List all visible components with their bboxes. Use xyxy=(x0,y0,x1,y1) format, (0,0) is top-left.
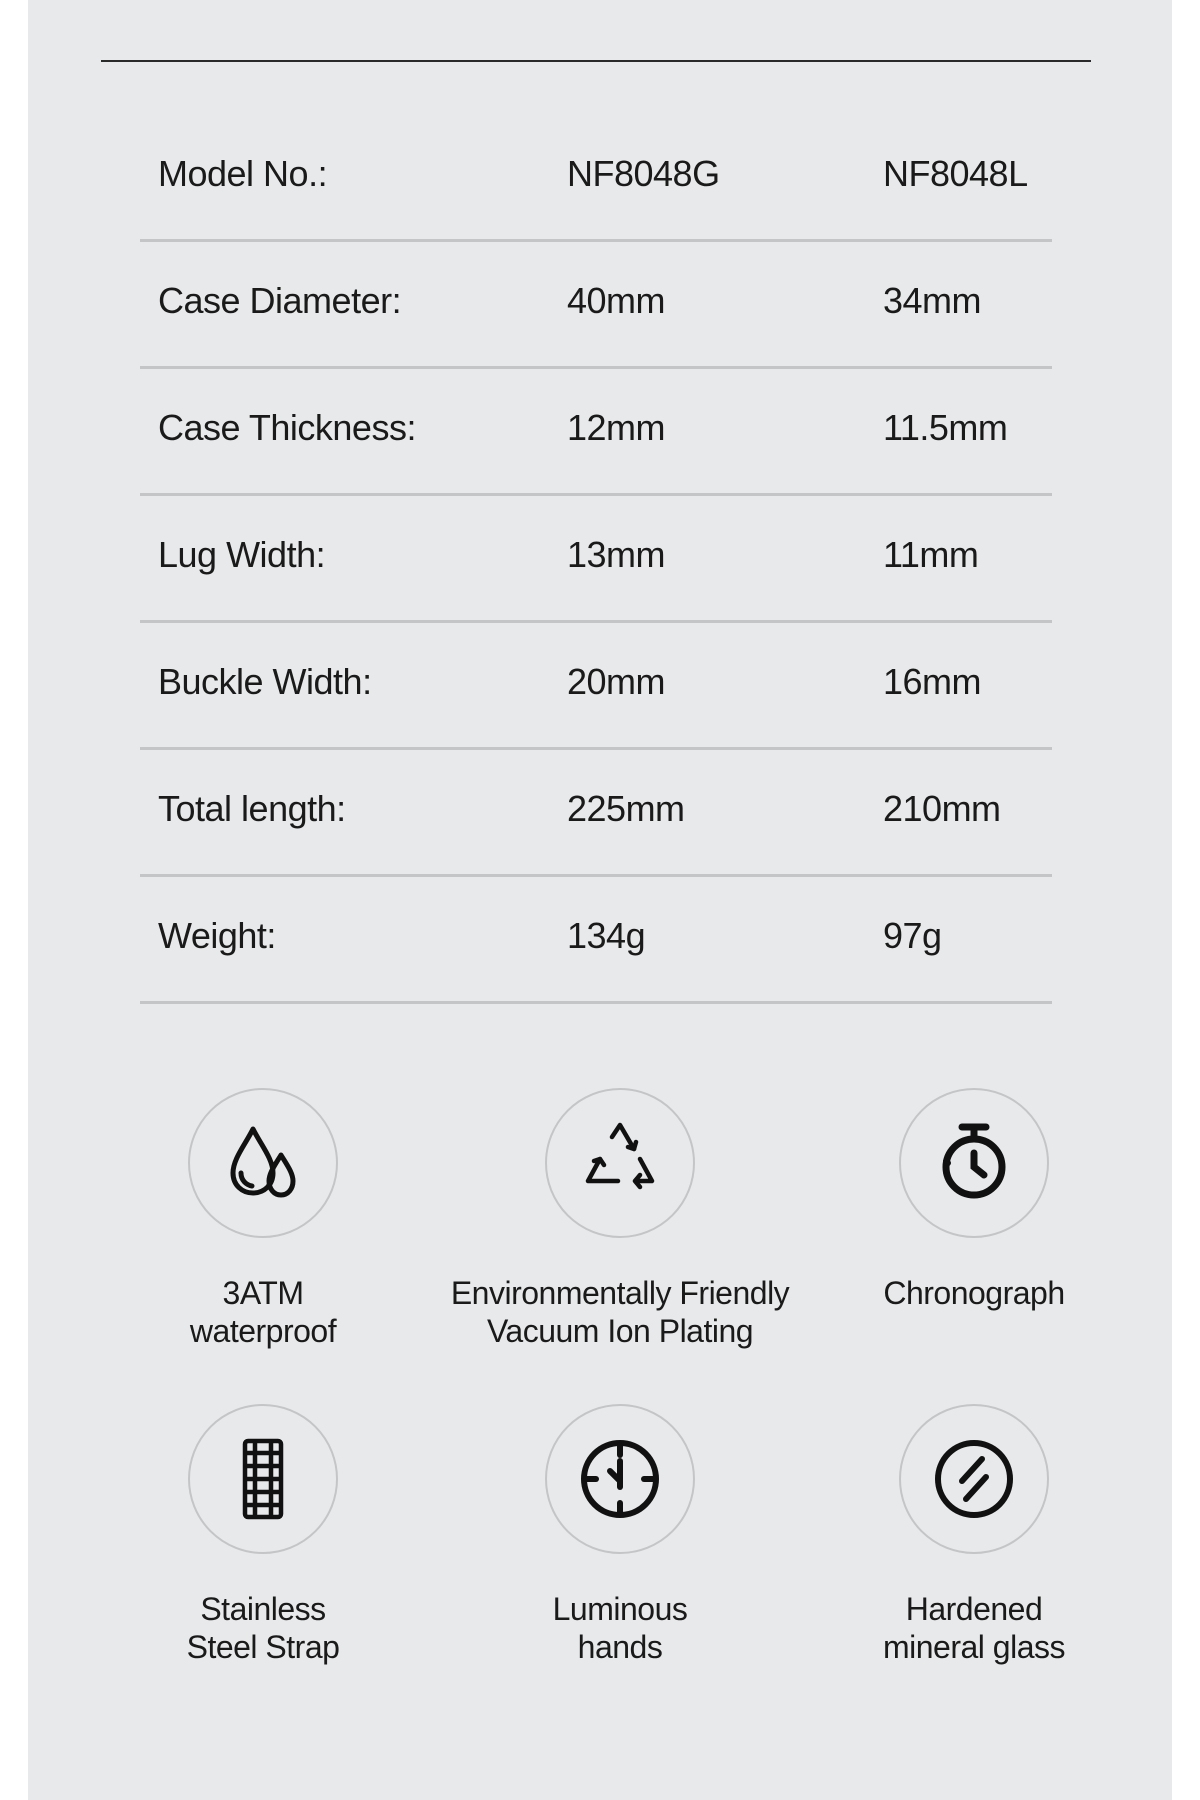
spec-sheet xyxy=(28,0,1172,1800)
feature-label-line: Steel Strap xyxy=(186,1629,340,1665)
feature-label-line: Stainless xyxy=(200,1591,326,1627)
feature-icon-circle xyxy=(899,1088,1049,1238)
steel-strap-icon xyxy=(215,1431,311,1527)
spec-label: Buckle Width: xyxy=(158,661,372,702)
top-divider xyxy=(101,60,1091,62)
spec-value-l: 97g xyxy=(883,915,942,956)
feature-label xyxy=(440,1274,800,1350)
feature-label-line: 3ATM xyxy=(222,1275,304,1311)
spec-label: Case Diameter: xyxy=(158,280,402,321)
stopwatch-icon xyxy=(926,1115,1022,1211)
feature-label-line: Vacuum Ion Plating xyxy=(486,1313,754,1349)
spec-value-l: 34mm xyxy=(883,280,982,321)
feature-icon-circle xyxy=(545,1404,695,1554)
feature-label-line: waterproof xyxy=(189,1313,337,1349)
spec-row-total-length xyxy=(140,750,1052,877)
feature-label-line: hands xyxy=(577,1629,663,1665)
spec-label: Lug Width: xyxy=(158,534,326,575)
spec-value-g: 13mm xyxy=(567,534,666,575)
spec-label: Case Thickness: xyxy=(158,407,416,448)
spec-value-g: 134g xyxy=(567,915,646,956)
spec-value-g: 225mm xyxy=(567,788,685,829)
water-drops-icon xyxy=(215,1115,311,1211)
feature-label xyxy=(83,1590,443,1666)
spec-label: Total length: xyxy=(158,788,346,829)
spec-value-l: NF8048L xyxy=(883,153,1028,194)
spec-row-lug-width xyxy=(140,496,1052,623)
spec-value-g: 20mm xyxy=(567,661,666,702)
recycle-icon xyxy=(572,1115,668,1211)
feature-label xyxy=(794,1590,1154,1666)
spec-row-case-diameter xyxy=(140,242,1052,369)
spec-value-l: 11mm xyxy=(883,534,979,575)
spec-value-g: 40mm xyxy=(567,280,666,321)
spec-table xyxy=(140,115,1052,1004)
feature-label-line: Chronograph xyxy=(883,1275,1065,1311)
feature-icon-circle xyxy=(188,1088,338,1238)
spec-row-buckle-width xyxy=(140,623,1052,750)
spec-row-weight xyxy=(140,877,1052,1004)
feature-icon-circle xyxy=(545,1088,695,1238)
spec-value-g: NF8048G xyxy=(567,153,720,194)
feature-label-line: Hardened xyxy=(905,1591,1043,1627)
feature-label xyxy=(440,1590,800,1666)
feature-label-line: Environmentally Friendly xyxy=(450,1275,790,1311)
feature-label xyxy=(83,1274,443,1350)
feature-icon-circle xyxy=(188,1404,338,1554)
glass-icon xyxy=(926,1431,1022,1527)
feature-label-line: mineral glass xyxy=(882,1629,1065,1665)
spec-label: Model No.: xyxy=(158,153,328,194)
spec-label: Weight: xyxy=(158,915,276,956)
feature-label-line: Luminous xyxy=(552,1591,688,1627)
spec-value-g: 12mm xyxy=(567,407,666,448)
feature-icon-circle xyxy=(899,1404,1049,1554)
spec-row-model xyxy=(140,115,1052,242)
spec-value-l: 210mm xyxy=(883,788,1001,829)
clock-hands-icon xyxy=(572,1431,668,1527)
spec-value-l: 11.5mm xyxy=(883,407,1008,448)
spec-value-l: 16mm xyxy=(883,661,982,702)
feature-label xyxy=(794,1274,1154,1312)
spec-row-case-thickness xyxy=(140,369,1052,496)
